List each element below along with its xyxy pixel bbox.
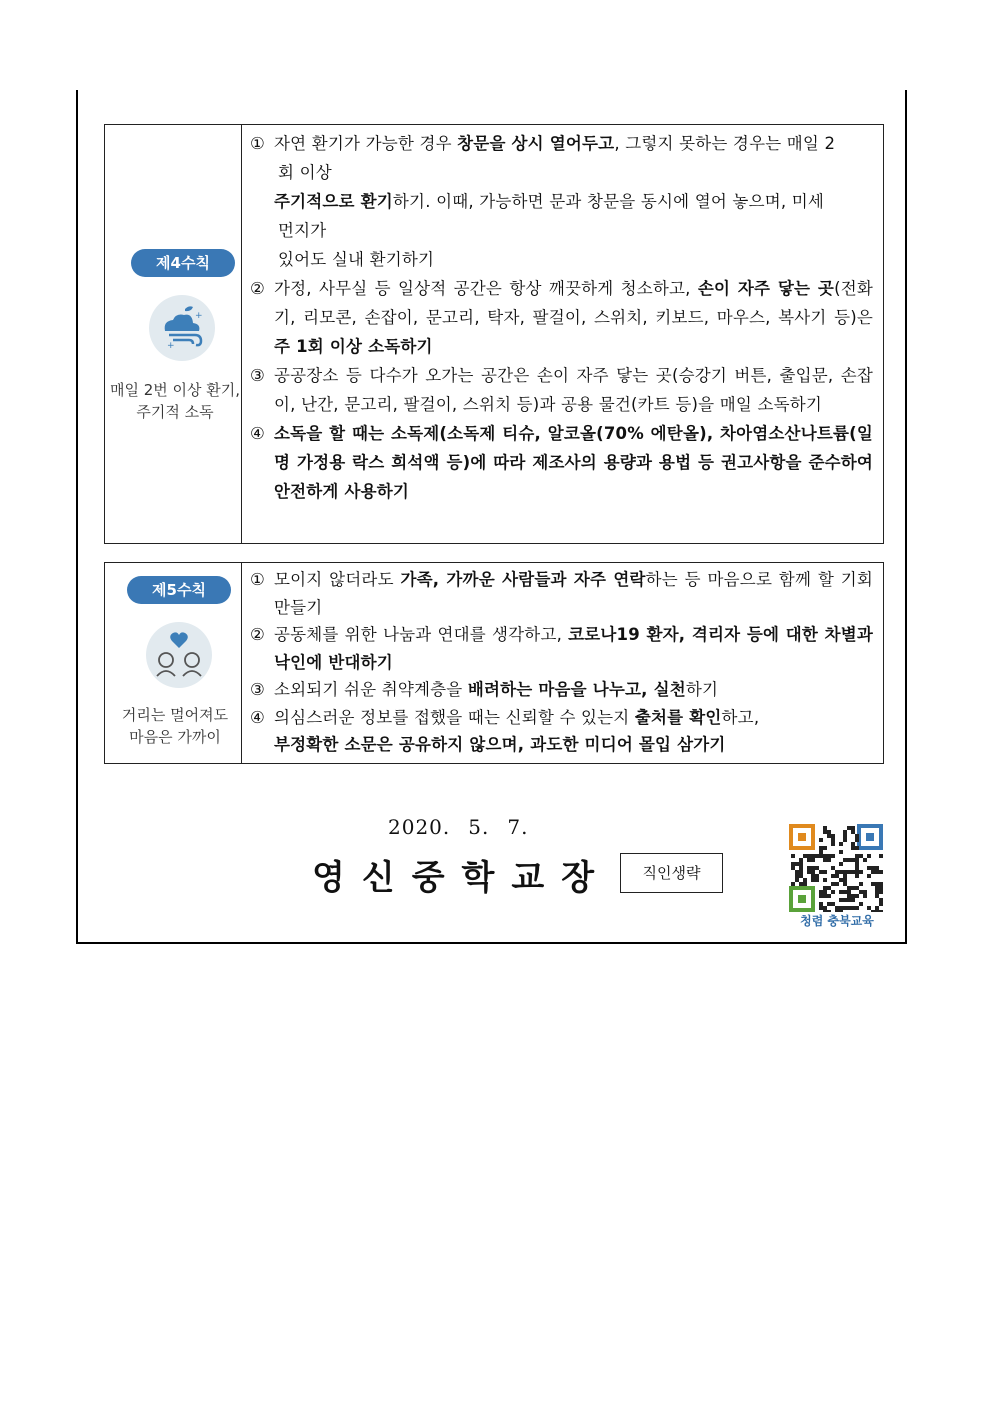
item-number: ③: [250, 680, 265, 699]
qr-module: [827, 886, 831, 890]
qr-module: [863, 858, 867, 862]
qr-module: [795, 862, 799, 866]
qr-module: [871, 870, 875, 874]
svg-text:+: +: [167, 341, 175, 351]
document-date: [388, 815, 546, 839]
qr-module: [879, 890, 883, 894]
rule-5-content: [242, 563, 883, 763]
qr-module: [875, 886, 879, 890]
qr-module: [815, 874, 819, 878]
qr-module: [819, 890, 823, 894]
qr-module: [815, 878, 819, 882]
item-emphasis: 부정확한 소문은 공유하지 않으며, 과도한 미디어 몰입 삼가기: [274, 735, 726, 754]
qr-module: [855, 894, 859, 898]
qr-module: [851, 846, 855, 850]
qr-module: [803, 878, 807, 882]
rule-5-badge: 제5수칙: [127, 576, 231, 604]
qr-module: [839, 898, 843, 902]
qr-module: [859, 854, 863, 858]
qr-module: [807, 870, 811, 874]
qr-module: [847, 898, 851, 902]
item-emphasis: 배려하는 마음을 나누고, 실천: [467, 680, 686, 699]
qr-module: [859, 882, 863, 886]
qr-module: [799, 874, 803, 878]
qr-module: [879, 886, 883, 890]
rule-4-item-2: [250, 274, 873, 361]
qr-module: [855, 866, 859, 870]
rule-4-box: [104, 124, 884, 544]
qr-module: [827, 858, 831, 862]
qr-module: [795, 878, 799, 882]
rule-4-item-1-continued: [250, 187, 873, 274]
item-text: , 그렇지 못하는 경우는 매일 2: [614, 134, 836, 153]
qr-module: [827, 854, 831, 858]
qr-module: [823, 826, 827, 830]
qr-module: [819, 906, 823, 910]
qr-module: [807, 866, 811, 870]
rule-4-caption-line-2: 주기적 소독: [136, 403, 214, 421]
qr-module: [855, 838, 859, 842]
qr-module: [879, 854, 883, 858]
item-text: 하기: [685, 680, 719, 699]
qr-module: [855, 906, 859, 910]
qr-module: [799, 882, 803, 886]
rule-5-item-1: [250, 566, 873, 621]
qr-module: [839, 842, 843, 846]
qr-module: [823, 890, 827, 894]
qr-module: [851, 826, 855, 830]
item-emphasis: 창문을 상시 열어두고: [457, 134, 615, 153]
qr-module: [831, 842, 835, 846]
qr-module: [823, 870, 827, 874]
qr-module: [863, 890, 867, 894]
item-emphasis: 코로나19 환자, 격리자 등에 대한 차별과 낙인에 반대하기: [274, 625, 873, 672]
rule-5-item-2: [250, 621, 873, 676]
item-emphasis: 출처를 확인: [634, 707, 722, 727]
qr-module: [819, 850, 823, 854]
item-number: ②: [250, 279, 265, 298]
ventilation-wind-icon: [149, 295, 215, 361]
item-number: ③: [250, 366, 265, 385]
qr-module: [839, 890, 843, 894]
qr-module: [847, 870, 851, 874]
qr-module: [811, 870, 815, 874]
qr-module: [799, 862, 803, 866]
qr-module: [855, 846, 859, 850]
qr-module: [847, 886, 851, 890]
qr-module: [827, 894, 831, 898]
item-text: (전화기, 리모콘, 손잡이, 문고리, 탁자, 팔걸이, 스위치, 키보드, 마우스, 복사기 등)은: [274, 279, 873, 327]
qr-module: [831, 834, 835, 838]
qr-module: [859, 890, 863, 894]
qr-module: [823, 830, 827, 834]
item-text: 먼지가: [278, 221, 327, 240]
qr-module: [859, 902, 863, 906]
qr-module: [851, 898, 855, 902]
rule-5-caption-line-1: 거리는 멀어져도: [121, 706, 229, 724]
qr-module: [875, 890, 879, 894]
qr-module: [819, 846, 823, 850]
qr-module: [879, 898, 883, 902]
item-text: 하기. 이때, 가능하면 문과 창문을 동시에 열어 놓으며, 미세: [392, 192, 825, 211]
qr-module: [823, 846, 827, 850]
qr-module: [843, 898, 847, 902]
qr-module: [827, 834, 831, 838]
qr-module: [875, 894, 879, 898]
qr-module: [847, 906, 851, 910]
qr-module: [799, 870, 803, 874]
qr-module: [855, 834, 859, 838]
rule-5-box: [104, 562, 884, 764]
qr-module: [811, 858, 815, 862]
qr-module: [839, 870, 843, 874]
qr-module: [875, 906, 879, 910]
qr-module: [875, 870, 879, 874]
qr-module: [803, 854, 807, 858]
qr-module: [823, 906, 827, 910]
qr-module: [815, 854, 819, 858]
rule-4-item-1: [250, 129, 873, 187]
qr-module: [851, 894, 855, 898]
qr-module: [831, 874, 835, 878]
item-number: ②: [250, 625, 265, 644]
qr-module: [807, 858, 811, 862]
qr-module: [847, 894, 851, 898]
qr-module: [823, 886, 827, 890]
school-principal-title: 영신중학교장: [312, 858, 612, 898]
item-emphasis: 주기적으로 환기: [274, 192, 393, 211]
qr-module: [835, 906, 839, 910]
qr-module: [847, 890, 851, 894]
qr-module: [835, 882, 839, 886]
item-emphasis: 주 1회 이상 소독하기: [274, 337, 433, 356]
qr-module: [875, 866, 879, 870]
qr-module: [843, 838, 847, 842]
qr-module: [819, 902, 823, 906]
qr-module: [851, 858, 855, 862]
qr-module: [839, 878, 843, 882]
qr-module: [855, 870, 859, 874]
rule-4-sidebar: [105, 125, 242, 543]
qr-module: [823, 858, 827, 862]
qr-module: [855, 874, 859, 878]
qr-module: [847, 858, 851, 862]
qr-module: [867, 854, 871, 858]
qr-module: [851, 830, 855, 834]
qr-module: [851, 870, 855, 874]
item-emphasis: 가족, 가까운 사람들과 자주 연락: [400, 570, 646, 589]
qr-module: [811, 874, 815, 878]
qr-module: [823, 894, 827, 898]
official-seal-omitted-box: 직인생략: [620, 853, 723, 893]
qr-module: [851, 886, 855, 890]
qr-code-icon[interactable]: [789, 824, 883, 912]
qr-module: [867, 906, 871, 910]
qr-module: [843, 870, 847, 874]
qr-module: [859, 870, 863, 874]
qr-module: [791, 862, 795, 866]
people-heart-icon: [146, 622, 212, 688]
qr-module: [831, 838, 835, 842]
rule-4-caption-line-1: 매일 2번 이상 환기,: [109, 381, 241, 399]
qr-module: [807, 854, 811, 858]
item-text: 공공장소 등 다수가 오가는 공간은 손이 자주 닿는 곳(승강기 버튼, 출입문, 손잡이, 난간, 문고리, 팔걸이, 스위치 등)과 공용 물건(카트 등)을 매일 소독하기: [274, 366, 873, 414]
qr-module: [811, 854, 815, 858]
qr-module: [843, 858, 847, 862]
qr-module: [831, 890, 835, 894]
qr-module: [823, 878, 827, 882]
item-number: ①: [250, 134, 265, 153]
qr-module: [867, 874, 871, 878]
rule-4-caption: [109, 379, 241, 423]
qr-module: [855, 862, 859, 866]
qr-module: [843, 878, 847, 882]
item-text: 있어도 실내 환기하기: [278, 250, 435, 269]
qr-module: [803, 882, 807, 886]
qr-module: [851, 842, 855, 846]
rule-5-caption-line-2: 마음은 가까이: [129, 728, 221, 746]
qr-module: [831, 902, 835, 906]
qr-module: [795, 874, 799, 878]
qr-module: [835, 874, 839, 878]
item-text: 자연 환기가 가능한 경우: [274, 134, 458, 153]
rule-4-badge: 제4수칙: [131, 249, 235, 277]
item-number: ④: [250, 707, 265, 727]
qr-module: [827, 830, 831, 834]
item-text: 가정, 사무실 등 일상적 공간은 항상 깨끗하게 청소하고,: [274, 279, 698, 298]
qr-module: [871, 866, 875, 870]
qr-module: [855, 854, 859, 858]
qr-module: [851, 906, 855, 910]
qr-module: [791, 882, 795, 886]
qr-module: [843, 890, 847, 894]
qr-module: [827, 902, 831, 906]
item-text: 회 이상: [278, 163, 332, 182]
qr-module: [791, 866, 795, 870]
item-text: 공동체를 위한 나눔과 연대를 생각하고,: [274, 625, 569, 644]
qr-module: [867, 866, 871, 870]
item-text: 소독을 할 때는 소독제(소독제 티슈, 알코올(70% 에탄올), 차아염소산나트륨(일명 가정용 락스 희석액 등)에 따라 제조사의 용량과 용법 등 권고사항을 준수하여 안전하게 사용하기: [274, 424, 873, 501]
qr-module: [823, 854, 827, 858]
rule-4-item-4: [250, 419, 873, 506]
qr-caption: 청렴 충북교육: [800, 914, 874, 928]
qr-module: [831, 866, 835, 870]
qr-module: [879, 870, 883, 874]
rule-5-caption: [109, 704, 241, 748]
item-text: 하고,: [721, 707, 760, 727]
qr-module: [819, 870, 823, 874]
qr-module: [843, 874, 847, 878]
qr-module: [815, 866, 819, 870]
date-month: 5.: [468, 815, 490, 839]
date-year: 2020.: [388, 815, 451, 839]
svg-text:+: +: [195, 311, 203, 321]
rule-5-sidebar: [105, 563, 242, 763]
qr-module: [843, 834, 847, 838]
qr-module: [819, 838, 823, 842]
qr-module: [839, 906, 843, 910]
rule-4-item-3: [250, 361, 873, 419]
rule-4-content: [242, 125, 883, 543]
rule-5-item-3: [250, 676, 873, 704]
qr-module: [855, 886, 859, 890]
qr-module: [811, 878, 815, 882]
qr-module: [799, 866, 803, 870]
item-number: ④: [250, 424, 265, 443]
qr-module: [863, 894, 867, 898]
qr-module: [831, 882, 835, 886]
qr-module: [843, 882, 847, 886]
qr-module: [879, 902, 883, 906]
item-text: 모이지 않더라도: [274, 570, 401, 589]
qr-module: [831, 854, 835, 858]
item-text: 소외되기 쉬운 취약계층을: [274, 680, 468, 699]
qr-module: [819, 854, 823, 858]
qr-module: [879, 882, 883, 886]
qr-module: [811, 866, 815, 870]
qr-module: [799, 858, 803, 862]
qr-module: [795, 870, 799, 874]
qr-module: [839, 850, 843, 854]
qr-module: [791, 854, 795, 858]
qr-module: [855, 858, 859, 862]
qr-module: [843, 830, 847, 834]
item-number: ①: [250, 570, 265, 589]
item-emphasis: 손이 자주 닿는 곳: [697, 279, 835, 298]
item-text: 하는 등 마음으로 함께 할 기회 만들기: [274, 570, 873, 617]
qr-module: [819, 894, 823, 898]
qr-module: [835, 870, 839, 874]
qr-module: [843, 906, 847, 910]
qr-module: [875, 882, 879, 886]
item-text: 의심스러운 정보를 접했을 때는 신뢰할 수 있는지: [274, 707, 635, 727]
qr-module: [871, 882, 875, 886]
qr-module: [847, 826, 851, 830]
date-day: 7.: [507, 815, 529, 839]
rule-5-item-4: [250, 704, 873, 759]
qr-module: [839, 862, 843, 866]
